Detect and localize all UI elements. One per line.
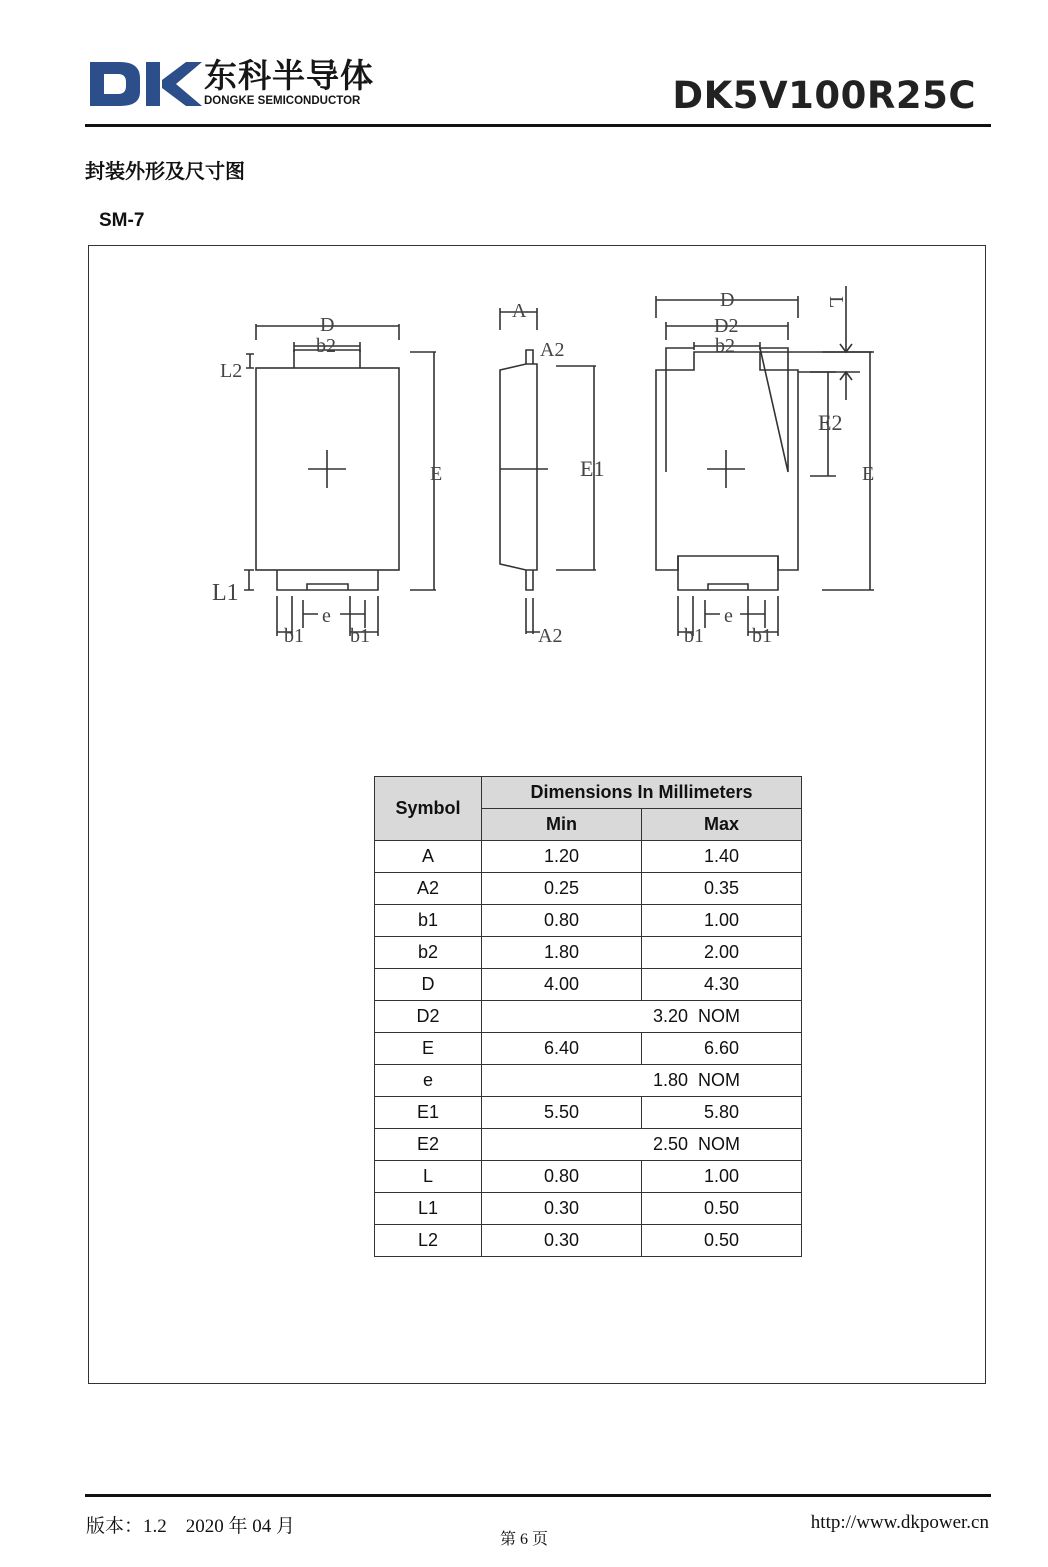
- dk-logo-icon: [90, 58, 202, 108]
- table-row: [375, 873, 802, 905]
- label-d2: D2: [714, 315, 739, 337]
- footer-rule: [85, 1494, 991, 1497]
- company-logo: [90, 58, 390, 108]
- min-cell: 0.80: [482, 1161, 642, 1193]
- label-b2-bottom: b2: [715, 335, 735, 357]
- label-e2: E2: [818, 410, 843, 435]
- symbol-cell: L: [375, 1161, 482, 1193]
- min-cell: 0.30: [482, 1193, 642, 1225]
- max-cell: 0.50: [642, 1193, 802, 1225]
- table-row: [375, 905, 802, 937]
- header-rule: [85, 124, 991, 127]
- label-a: A: [512, 300, 527, 322]
- nominal-label: NOM: [698, 1006, 740, 1026]
- max-cell: 6.60: [642, 1033, 802, 1065]
- version-date: 版本：1.2 2020 年 04 月: [86, 1516, 296, 1537]
- table-row: [375, 937, 802, 969]
- label-a2-top: A2: [540, 339, 565, 361]
- nominal-cell: [482, 1001, 802, 1033]
- table-row: [375, 969, 802, 1001]
- max-cell: 1.00: [642, 1161, 802, 1193]
- label-e-bottom: E: [862, 463, 875, 485]
- symbol-cell: b1: [375, 905, 482, 937]
- max-cell: 2.00: [642, 937, 802, 969]
- min-cell: 0.80: [482, 905, 642, 937]
- symbol-cell: e: [375, 1065, 482, 1097]
- symbol-cell: A: [375, 841, 482, 873]
- label-l: L: [825, 296, 847, 309]
- symbol-cell: L2: [375, 1225, 482, 1257]
- logo-english-name: DONGKE SEMICONDUCTOR: [204, 95, 361, 107]
- label-b2-top: b2: [316, 335, 336, 357]
- max-header: Max: [642, 809, 802, 841]
- table-row: [375, 1161, 802, 1193]
- dimensions-table: [374, 776, 802, 1257]
- package-outline-drawing: [200, 280, 900, 660]
- max-cell: 5.80: [642, 1097, 802, 1129]
- table-row: [375, 1193, 802, 1225]
- max-cell: 1.00: [642, 905, 802, 937]
- min-cell: 5.50: [482, 1097, 642, 1129]
- table-row: [375, 1129, 802, 1161]
- label-e-top: E: [430, 463, 443, 485]
- nominal-label: NOM: [698, 1134, 740, 1154]
- min-cell: 0.25: [482, 873, 642, 905]
- nominal-value: 3.20: [652, 1006, 688, 1026]
- label-l1: L1: [212, 580, 239, 606]
- symbol-cell: E: [375, 1033, 482, 1065]
- nominal-cell: [482, 1065, 802, 1097]
- symbol-cell: A2: [375, 873, 482, 905]
- symbol-cell: D: [375, 969, 482, 1001]
- dimensions-table-body: [375, 841, 802, 1257]
- nominal-cell: [482, 1129, 802, 1161]
- symbol-cell: D2: [375, 1001, 482, 1033]
- nominal-value: 1.80: [652, 1070, 688, 1090]
- nominal-label: NOM: [698, 1070, 740, 1090]
- table-row: [375, 1065, 802, 1097]
- symbol-cell: E2: [375, 1129, 482, 1161]
- part-number: DK5V100R25C: [672, 74, 976, 117]
- table-row: [375, 841, 802, 873]
- min-cell: 1.20: [482, 841, 642, 873]
- symbol-cell: L1: [375, 1193, 482, 1225]
- nominal-value: 2.50: [652, 1134, 688, 1154]
- dimensions-header: Dimensions In Millimeters: [482, 777, 802, 809]
- min-cell: 0.30: [482, 1225, 642, 1257]
- table-row: [375, 1001, 802, 1033]
- package-name: SM-7: [99, 210, 145, 231]
- label-b1-right: b1: [350, 625, 370, 647]
- min-header: Min: [482, 809, 642, 841]
- min-cell: 6.40: [482, 1033, 642, 1065]
- max-cell: 1.40: [642, 841, 802, 873]
- max-cell: 4.30: [642, 969, 802, 1001]
- table-row: [375, 1033, 802, 1065]
- table-row: [375, 1097, 802, 1129]
- label-e-pitch-bottom: e: [724, 605, 733, 627]
- symbol-cell: b2: [375, 937, 482, 969]
- logo-chinese-name: 东科半导体: [204, 56, 374, 95]
- label-e-pitch: e: [322, 605, 331, 627]
- label-d-top: D: [320, 314, 335, 336]
- min-cell: 4.00: [482, 969, 642, 1001]
- max-cell: 0.50: [642, 1225, 802, 1257]
- label-l2: L2: [220, 360, 243, 382]
- website-url: http://www.dkpower.cn: [810, 1512, 989, 1533]
- label-a2-bottom: A2: [538, 625, 563, 647]
- page-number: 第 6 页: [500, 1531, 549, 1548]
- label-b1-bottom-right: b1: [752, 625, 772, 647]
- min-cell: 1.80: [482, 937, 642, 969]
- table-row: [375, 1225, 802, 1257]
- label-d-bottom: D: [720, 289, 735, 311]
- symbol-header: Symbol: [375, 777, 482, 841]
- label-b1-left: b1: [284, 625, 304, 647]
- label-b1-bottom-left: b1: [684, 625, 704, 647]
- section-title: 封装外形及尺寸图: [85, 159, 245, 183]
- max-cell: 0.35: [642, 873, 802, 905]
- symbol-cell: E1: [375, 1097, 482, 1129]
- label-e1: E1: [580, 456, 605, 481]
